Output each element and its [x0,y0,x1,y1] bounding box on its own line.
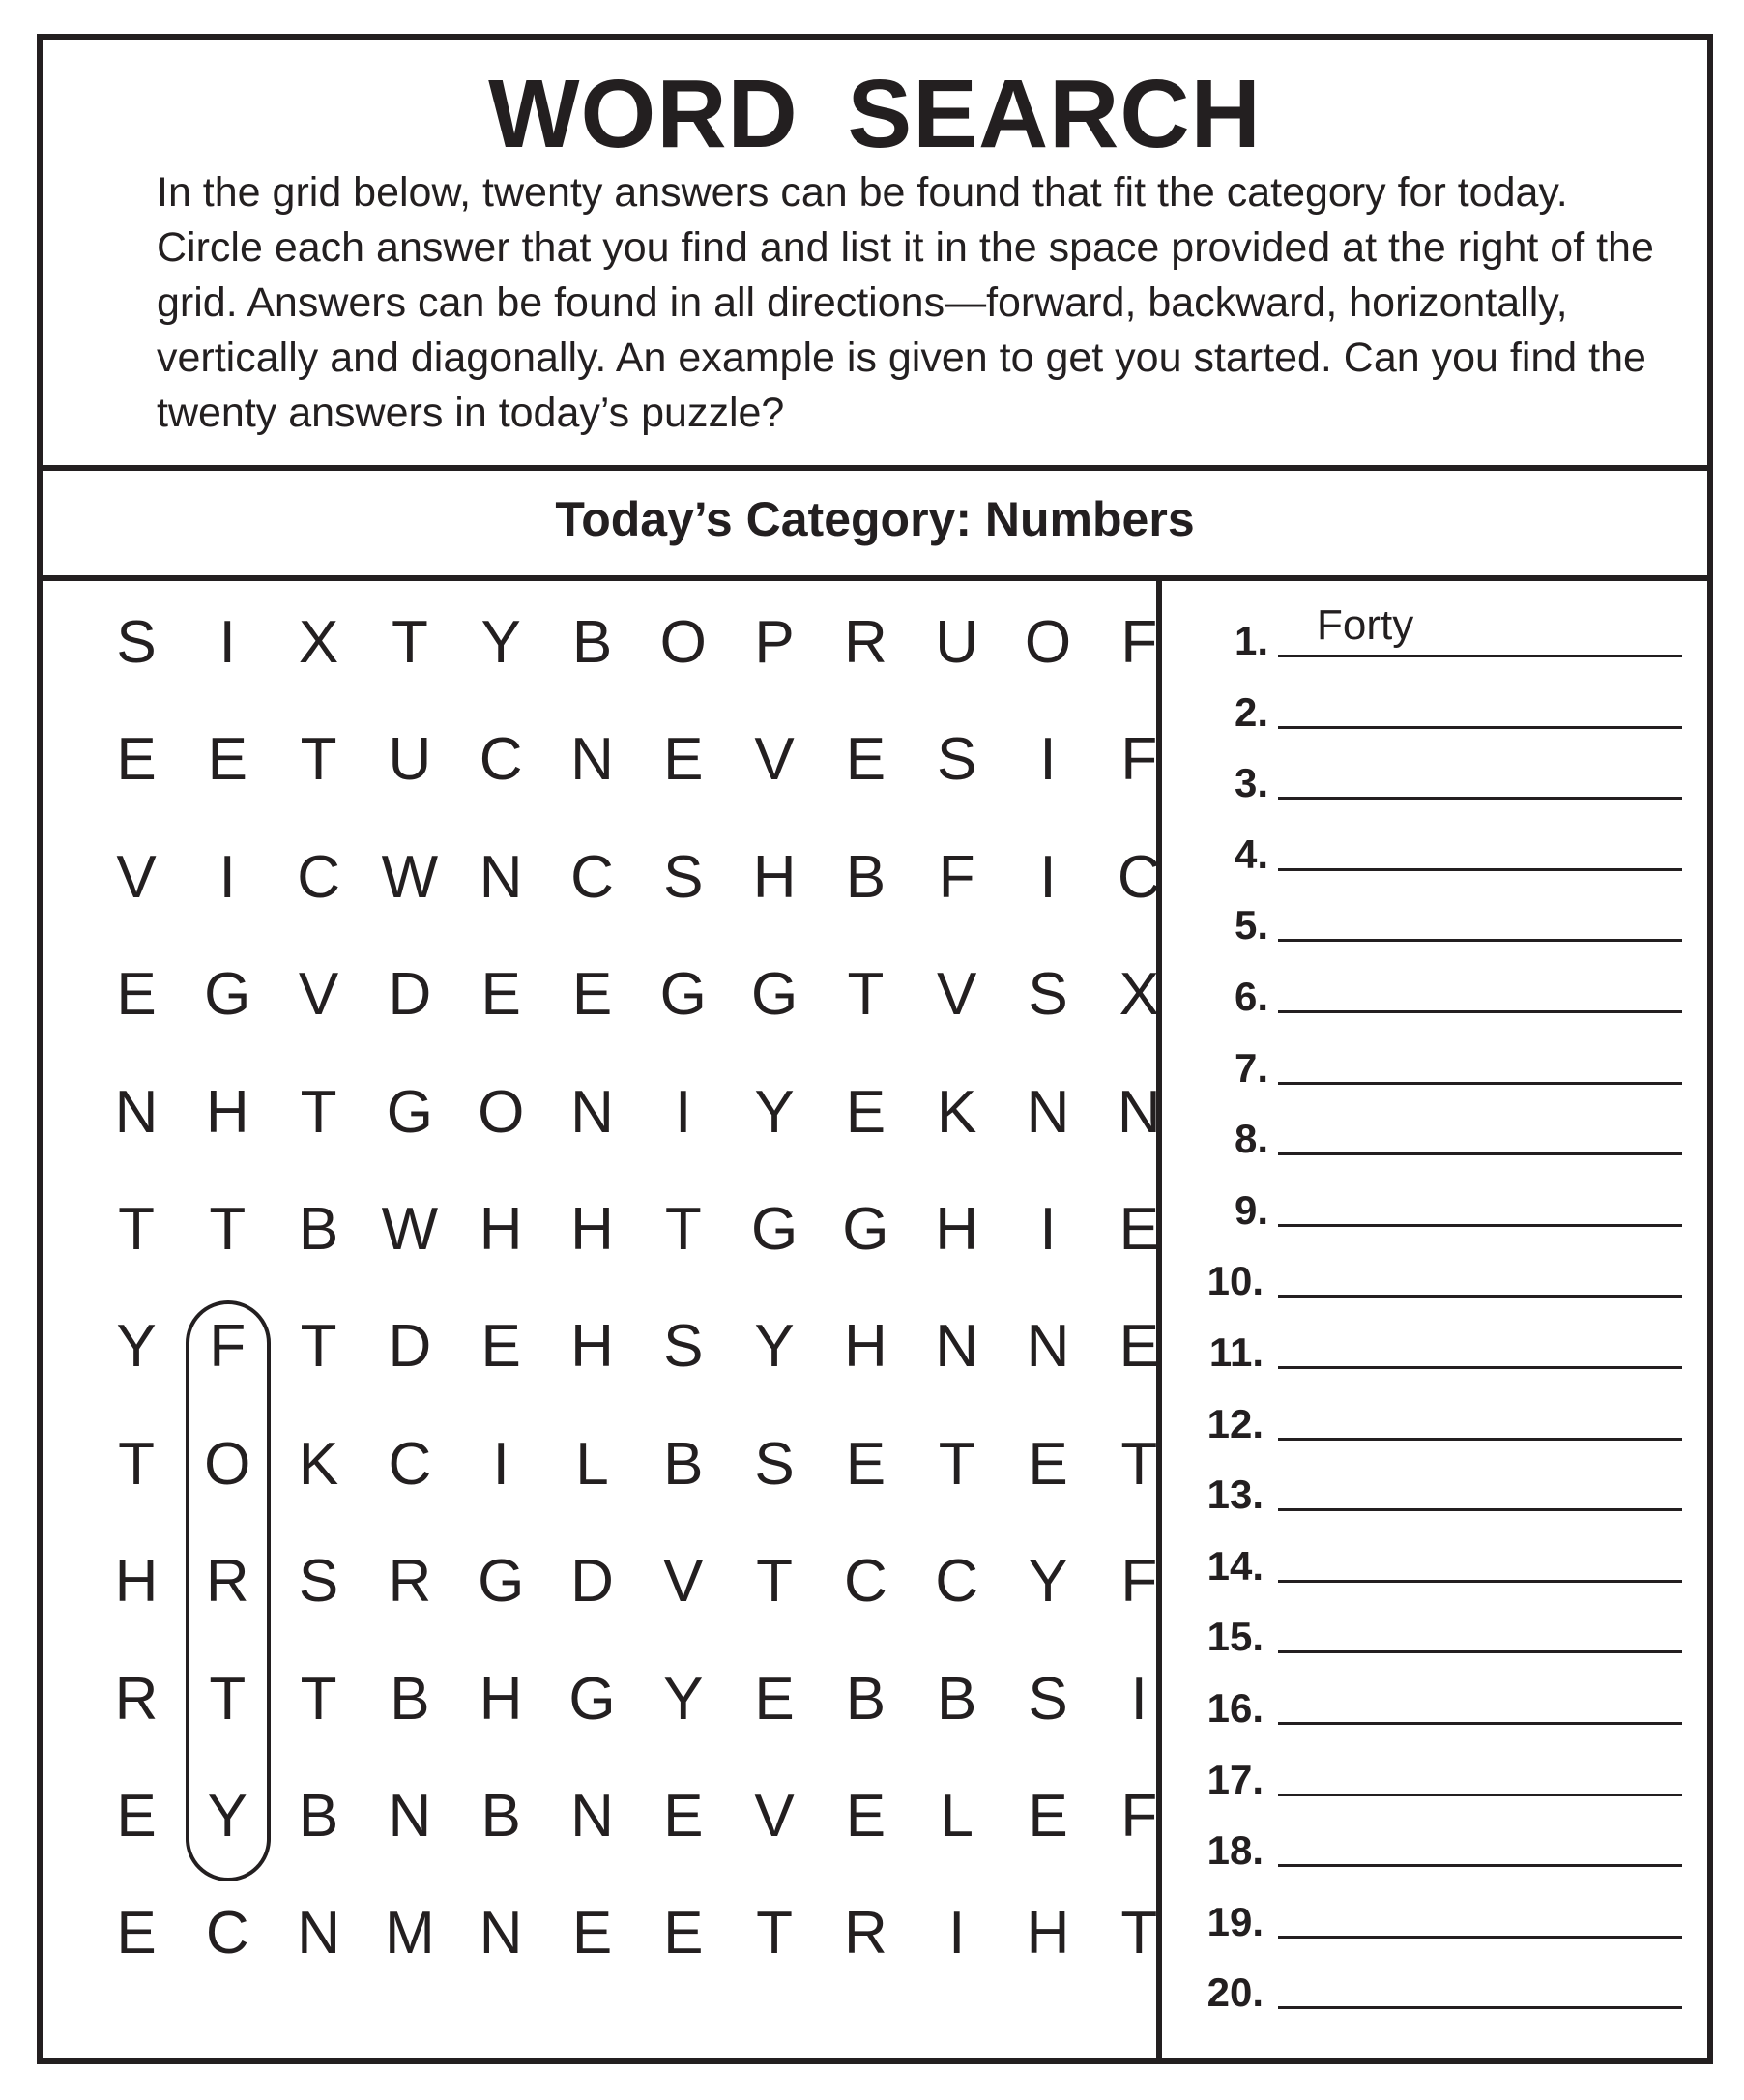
grid-letter[interactable]: H [752,843,797,911]
answer-list [1162,581,1713,2064]
grid-letter[interactable]: T [756,1548,794,1616]
answer-field[interactable] [1278,952,1682,1013]
grid-letter[interactable]: N [1026,1078,1070,1146]
grid-letter[interactable]: O [659,609,707,676]
grid-letter[interactable]: I [948,1900,966,1968]
grid-letter[interactable]: H [844,1313,887,1381]
grid-letter[interactable]: G [750,1196,799,1263]
grid-letter[interactable]: R [114,1665,159,1733]
grid-letter[interactable]: S [1028,1665,1068,1733]
grid-letter[interactable]: B [845,843,887,911]
grid-letter[interactable]: H [570,1196,614,1263]
grid-letter[interactable]: E [480,1313,521,1381]
grid-letter[interactable]: S [663,843,704,911]
grid-letter[interactable]: B [298,1783,339,1850]
grid-letter[interactable]: N [935,1313,979,1381]
grid-letter[interactable]: W [381,1196,439,1263]
grid-letter[interactable]: V [116,843,157,911]
grid-letter[interactable]: R [844,609,887,676]
grid-letter[interactable]: N [570,726,614,794]
grid-letter[interactable]: F [1120,1548,1158,1616]
answer-row [1162,1732,1713,1802]
grid-letter[interactable]: F [209,1313,247,1381]
grid-letter[interactable]: Y [207,1783,247,1850]
grid-letter[interactable]: E [1028,1430,1068,1498]
grid-letter[interactable]: C [297,843,340,911]
answer-field[interactable] [1278,668,1682,729]
grid-letter[interactable]: H [570,1313,614,1381]
grid-letter[interactable]: B [298,1196,339,1263]
grid-letter[interactable]: V [754,726,795,794]
answer-row [1162,1874,1713,1944]
grid-letter[interactable]: T [118,1430,155,1498]
answer-number: 14. [1206,1542,1264,1589]
grid-letter[interactable]: V [298,961,339,1029]
grid-letter[interactable]: C [205,1900,249,1968]
answer-field[interactable] [1278,1806,1682,1867]
grid-letter[interactable]: L [940,1783,974,1850]
grid-letter[interactable]: T [756,1900,794,1968]
grid-letter[interactable]: E [571,1900,613,1968]
grid-letter[interactable]: G [750,961,799,1029]
grid-letter[interactable]: Y [480,609,521,676]
grid-letter[interactable]: E [845,1430,887,1498]
grid-letter[interactable]: I [1039,1196,1057,1263]
answer-field[interactable] [1278,597,1682,657]
grid-letter[interactable]: R [844,1900,887,1968]
grid-letter[interactable]: T [209,1196,247,1263]
answer-row [1162,1518,1713,1589]
grid-letter[interactable]: H [479,1196,523,1263]
grid-letter[interactable]: S [937,726,977,794]
answer-row [1162,1376,1713,1446]
answer-field[interactable] [1278,1380,1682,1441]
grid-letter[interactable]: C [479,726,523,794]
grid-letter[interactable]: T [847,961,885,1029]
grid-letter[interactable]: M [385,1900,435,1968]
answer-field[interactable] [1278,881,1682,942]
grid-letter[interactable]: L [575,1430,609,1498]
answer-field[interactable] [1278,810,1682,871]
grid-letter[interactable]: T [300,1313,337,1381]
grid-letter[interactable]: C [570,843,614,911]
answer-field[interactable] [1278,1024,1682,1085]
grid-letter[interactable]: N [479,843,523,911]
answer-row [1162,1802,1713,1873]
answer-number: 3. [1234,760,1268,806]
grid-letter[interactable]: R [388,1548,432,1616]
answer-row [1162,1162,1713,1233]
grid-letter[interactable]: E [480,961,521,1029]
grid-letter[interactable]: B [390,1665,430,1733]
grid-letter[interactable]: N [1026,1313,1070,1381]
answer-row [1162,1944,1713,2015]
grid-letter[interactable]: G [478,1548,525,1616]
grid-letter[interactable]: S [298,1548,339,1616]
grid-letter[interactable]: T [391,609,428,676]
answer-number: 17. [1206,1756,1264,1802]
grid-letter[interactable]: T [938,1430,975,1498]
category-label: Today’s Category: [555,492,972,546]
grid-letter[interactable]: C [844,1548,887,1616]
grid-letter[interactable]: C [1117,843,1161,911]
grid-letter[interactable]: Y [663,1665,704,1733]
grid-letter[interactable]: E [207,726,247,794]
grid-letter[interactable]: H [1026,1900,1070,1968]
grid-letter[interactable]: G [842,1196,889,1263]
example-circle [186,1300,271,1881]
answer-number: 8. [1234,1116,1268,1162]
grid-letter[interactable]: D [388,1313,432,1381]
grid-letter[interactable]: N [114,1078,159,1146]
grid-letter[interactable]: V [937,961,977,1029]
answer-field[interactable] [1278,1166,1682,1227]
grid-letter[interactable]: T [300,1078,337,1146]
grid-letter[interactable]: D [388,961,432,1029]
answer-row [1162,1446,1713,1517]
grid-letter[interactable]: E [1119,1313,1159,1381]
grid-letter[interactable]: E [116,726,157,794]
grid-letter[interactable]: S [754,1430,795,1498]
grid-letter[interactable]: B [937,1665,977,1733]
grid-letter[interactable]: E [663,1900,704,1968]
answer-number: 19. [1206,1898,1264,1944]
answer-row [1162,1020,1713,1091]
answer-row [1162,1233,1713,1303]
grid-letter[interactable]: E [845,1078,887,1146]
answer-number: 7. [1234,1044,1268,1091]
answer-number: 20. [1206,1969,1264,2016]
grid-letter[interactable]: E [845,1783,887,1850]
grid-letter[interactable]: Y [754,1313,795,1381]
grid-letter[interactable]: E [663,1783,704,1850]
grid-letter[interactable]: B [480,1783,521,1850]
answer-row [1162,1091,1713,1161]
grid-letter[interactable]: I [1130,1665,1148,1733]
answer-row [1162,664,1713,735]
grid-letter[interactable]: N [388,1783,432,1850]
grid-letter[interactable]: R [205,1548,249,1616]
answer-row [1162,593,1713,663]
grid-letter[interactable]: B [571,609,613,676]
grid-letter[interactable]: Y [1028,1548,1068,1616]
answer-field[interactable] [1278,1308,1682,1369]
grid-letter[interactable]: X [298,609,339,676]
grid-letter[interactable]: I [1039,843,1057,911]
grid-letter[interactable]: F [1120,609,1158,676]
grid-letter[interactable]: O [1024,609,1072,676]
letter-grid-area [43,581,1162,2064]
grid-letter[interactable]: E [754,1665,795,1733]
answer-field[interactable] [1278,1664,1682,1725]
answer-number: 18. [1206,1827,1264,1874]
grid-letter[interactable]: T [300,726,337,794]
grid-letter[interactable]: T [209,1665,247,1733]
grid-letter[interactable]: F [1120,726,1158,794]
answer-row [1162,877,1713,948]
grid-letter[interactable]: H [205,1078,249,1146]
grid-letter[interactable]: Y [754,1078,795,1146]
header [43,40,1707,471]
grid-letter[interactable]: E [1119,1196,1159,1263]
answer-row [1162,735,1713,805]
answer-number: 13. [1206,1472,1264,1518]
grid-letter[interactable]: I [492,1430,509,1498]
instructions: In the grid below, twenty answers can be found that fit the category for today. Circle each answer that you find and list it in the space provided at the right of the grid. Answers can be found in all directions—forward, backward, horizontally, vertically and diagonally. An example is given to get you started. Can you find the twenty answers in today’s puzzle? [157,169,1654,436]
grid-letter[interactable]: B [845,1665,887,1733]
grid-letter[interactable]: E [116,961,157,1029]
answer-field[interactable] [1278,1237,1682,1298]
answer-field[interactable] [1278,1878,1682,1939]
answer-field[interactable] [1278,739,1682,800]
answer-field[interactable] [1278,1948,1682,2009]
grid-letter[interactable]: D [570,1548,614,1616]
grid-letter[interactable]: B [663,1430,704,1498]
grid-letter[interactable]: C [388,1430,432,1498]
grid-letter[interactable]: G [568,1665,616,1733]
grid-letter[interactable]: I [675,1078,692,1146]
grid-letter[interactable]: T [664,1196,702,1263]
answer-number: 4. [1234,831,1268,877]
grid-letter[interactable]: T [118,1196,155,1263]
grid-letter[interactable]: F [938,843,975,911]
answer-field[interactable] [1278,1522,1682,1583]
grid-letter[interactable]: E [845,726,887,794]
grid-letter[interactable]: N [1117,1078,1161,1146]
grid-letter[interactable]: O [478,1078,525,1146]
grid-letter[interactable]: N [479,1900,523,1968]
grid-letter[interactable]: G [204,961,251,1029]
grid-letter[interactable]: V [754,1783,795,1850]
answer-field[interactable] [1278,1094,1682,1155]
grid-letter[interactable]: N [570,1078,614,1146]
grid-letter[interactable]: H [114,1548,159,1616]
answer-number: 2. [1234,688,1268,735]
answer-number: 12. [1206,1400,1264,1446]
answer-row [1162,806,1713,877]
grid-letter[interactable]: T [1120,1430,1158,1498]
grid-letter[interactable]: N [570,1783,614,1850]
answer-row [1162,1304,1713,1375]
page-title: WORD SEARCH [488,60,1262,168]
grid-letter[interactable]: E [571,961,613,1029]
grid-letter[interactable]: F [1120,1783,1158,1850]
grid-letter[interactable]: P [754,609,795,676]
category-value: Numbers [984,492,1195,546]
grid-letter[interactable]: S [663,1313,704,1381]
puzzle-frame [37,34,1713,2064]
answer-row [1162,948,1713,1019]
grid-letter[interactable]: G [386,1078,433,1146]
answer-number: 9. [1234,1186,1268,1233]
grid-letter[interactable]: U [388,726,432,794]
answer-field[interactable] [1278,1592,1682,1653]
answer-number: 1. [1234,618,1268,663]
grid-letter[interactable]: G [659,961,707,1029]
grid-letter[interactable]: E [116,1900,157,1968]
grid-letter[interactable]: I [218,609,236,676]
grid-letter[interactable]: S [1028,961,1068,1029]
grid-letter[interactable]: O [204,1430,251,1498]
answer-number: 5. [1234,902,1268,948]
answer-number: 10. [1206,1258,1264,1304]
grid-letter[interactable]: E [116,1783,157,1850]
answer-value: Forty [1317,601,1414,649]
answer-number: 6. [1234,974,1268,1019]
grid-letter[interactable]: C [935,1548,979,1616]
grid-letter[interactable]: Y [116,1313,157,1381]
grid-letter[interactable]: K [298,1430,339,1498]
grid-letter[interactable]: U [935,609,979,676]
grid-letter[interactable]: T [1120,1900,1158,1968]
grid-letter[interactable]: H [479,1665,523,1733]
grid-letter[interactable]: S [116,609,157,676]
answer-row [1162,1589,1713,1659]
grid-letter[interactable]: W [381,843,439,911]
grid-letter[interactable]: I [218,843,236,911]
grid-letter[interactable]: I [1039,726,1057,794]
answer-row [1162,1660,1713,1731]
grid-letter[interactable]: V [663,1548,704,1616]
category-bar [43,465,1707,581]
answer-field[interactable] [1278,1450,1682,1511]
grid-letter[interactable]: H [935,1196,979,1263]
grid-letter[interactable]: X [1119,961,1159,1029]
answer-field[interactable] [1278,1735,1682,1796]
answer-number: 11. [1208,1329,1264,1375]
grid-letter[interactable]: T [300,1665,337,1733]
grid-letter[interactable]: N [297,1900,340,1968]
answer-number: 15. [1206,1614,1264,1660]
answer-number: 16. [1206,1685,1264,1731]
grid-letter[interactable]: E [1028,1783,1068,1850]
grid-letter[interactable]: E [663,726,704,794]
grid-letter[interactable]: K [937,1078,977,1146]
